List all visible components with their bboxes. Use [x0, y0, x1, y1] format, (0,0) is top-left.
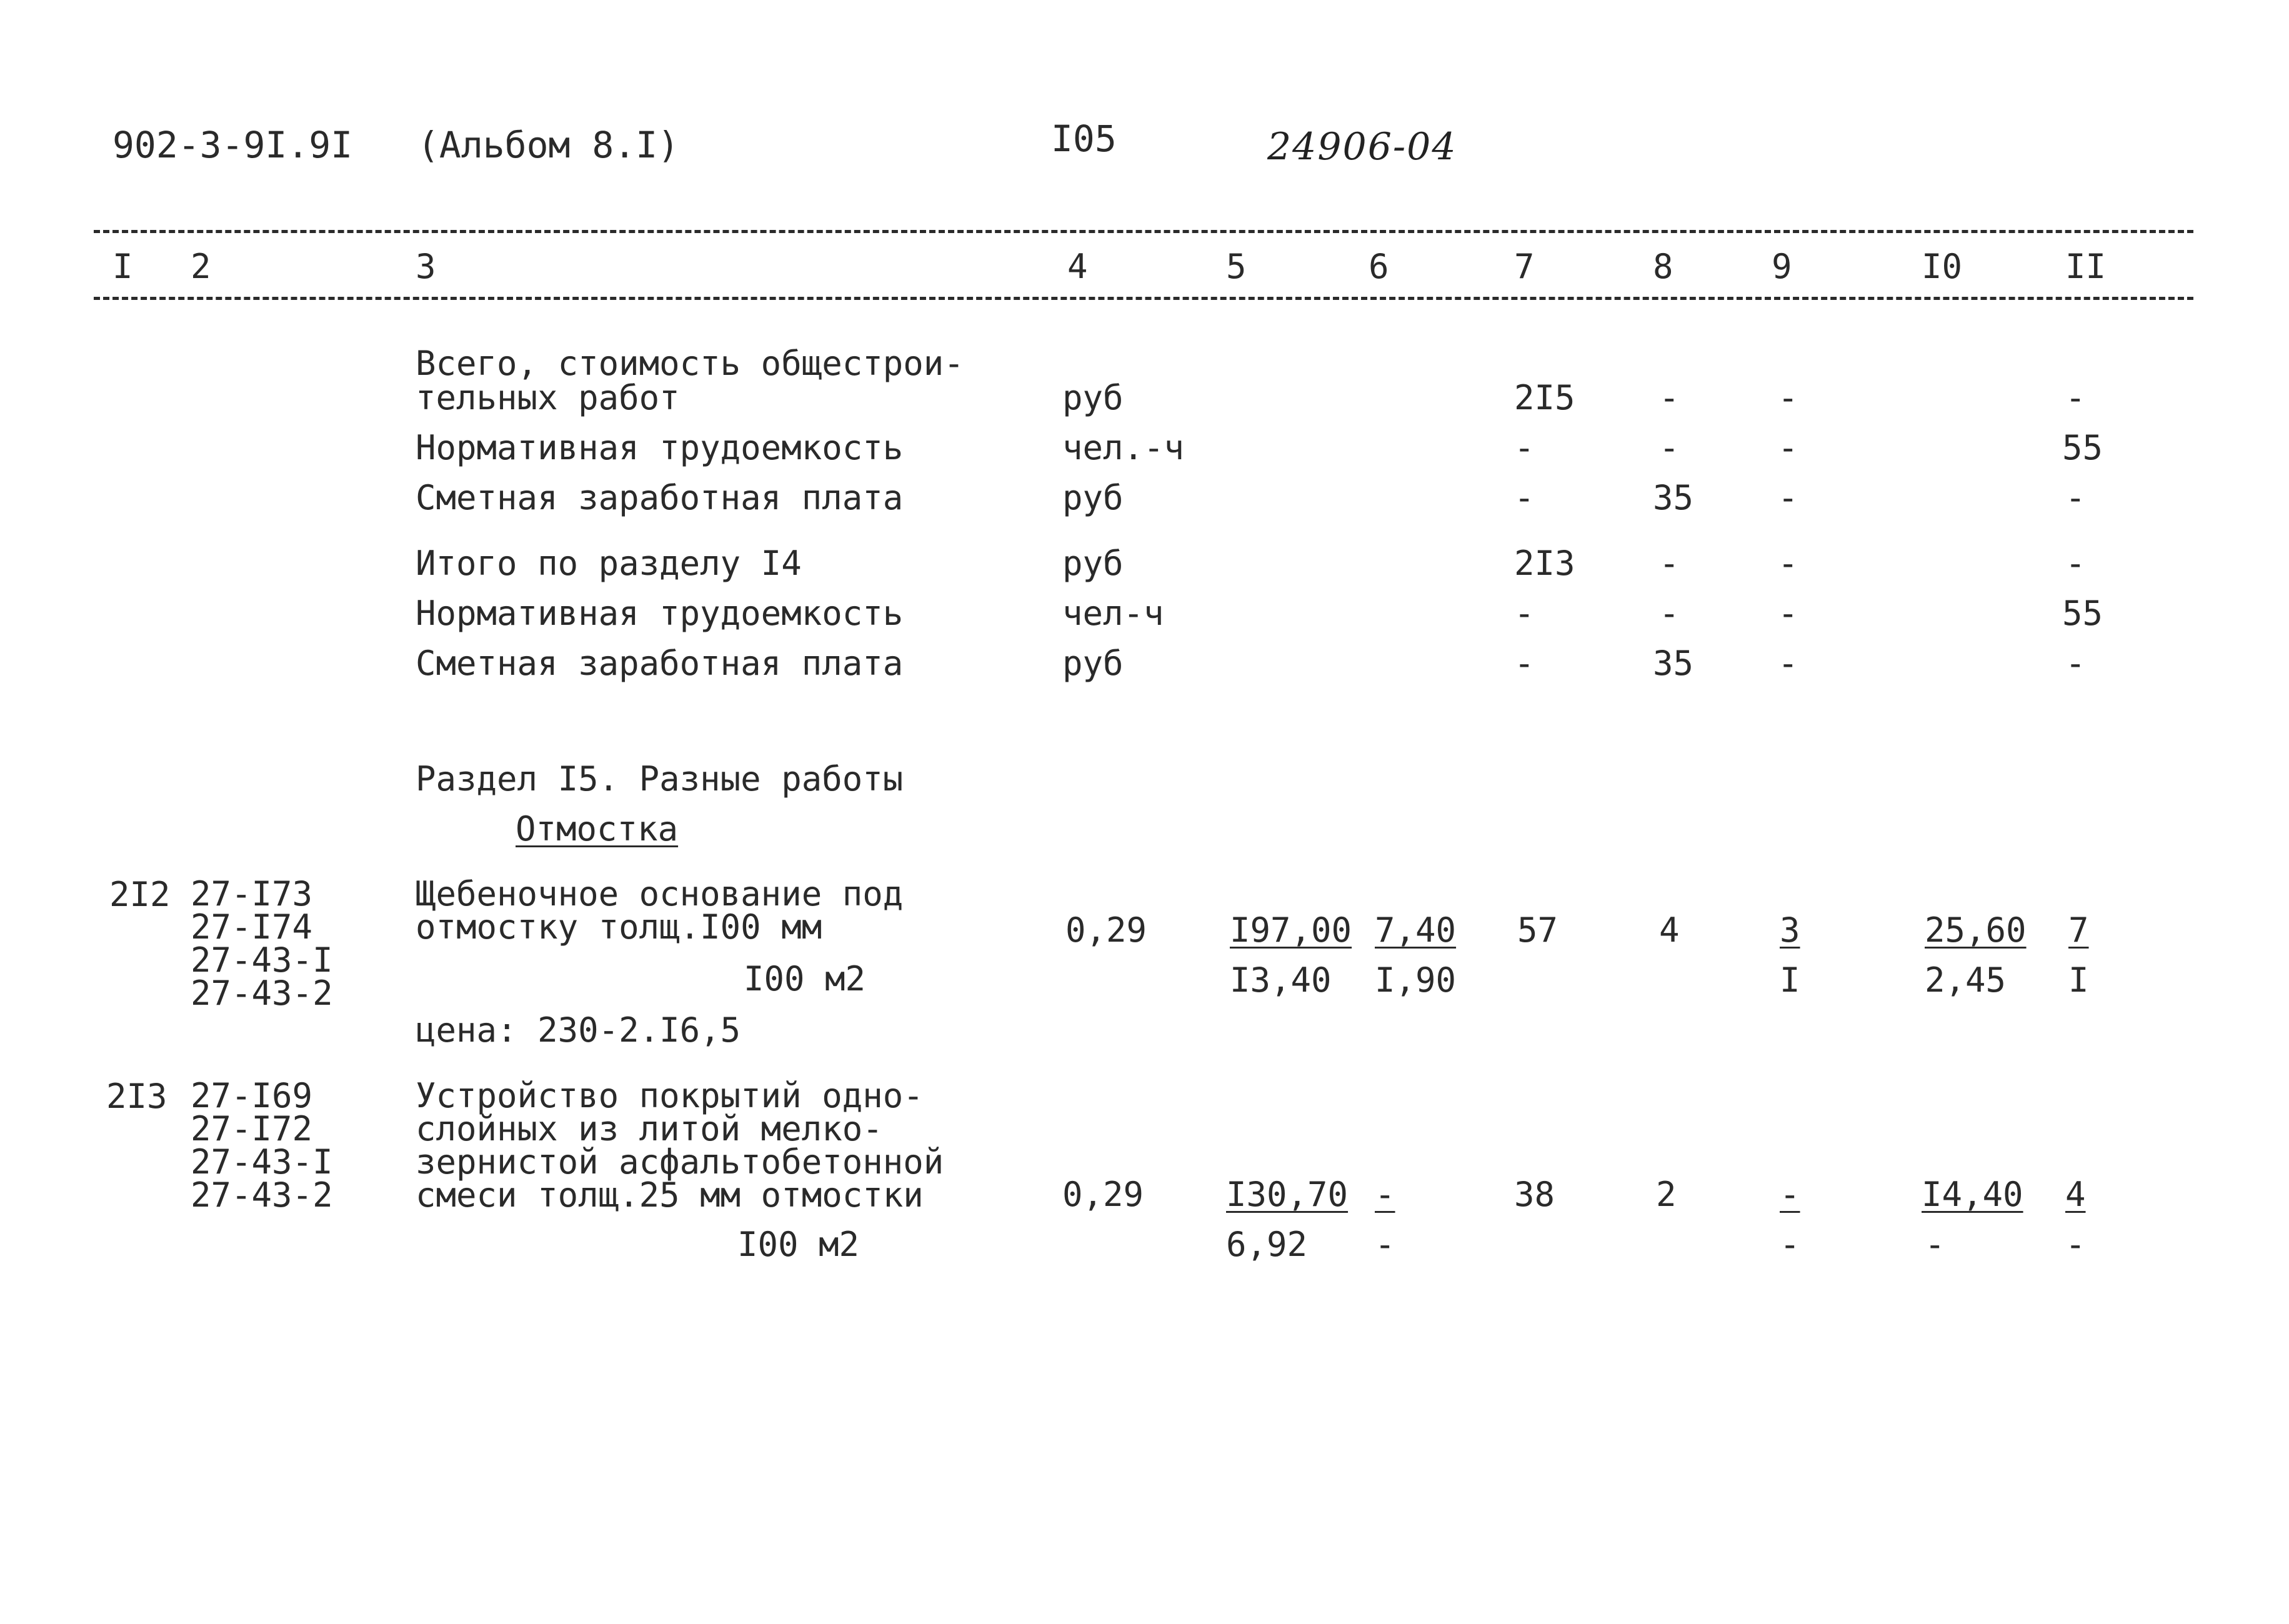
item212-unit: I00 м2: [744, 959, 866, 999]
item213-code-3: 27-43-I: [191, 1142, 333, 1182]
item212-code-4: 27-43-2: [191, 974, 333, 1013]
total-col11: -: [2065, 378, 2086, 417]
wage1-col7: -: [1514, 478, 1535, 517]
col-header-8: 8: [1653, 247, 1673, 286]
item213-desc-line3: зернистой асфальтобетонной: [416, 1142, 944, 1182]
item212-code-3: 27-43-I: [191, 940, 333, 980]
item213-desc-line4: смеси толщ.25 мм отмостки: [416, 1175, 924, 1215]
labor1-col8: -: [1659, 428, 1680, 467]
wage1-unit: руб: [1062, 478, 1124, 517]
col-header-10: I0: [1922, 247, 1963, 286]
section-total-col8: -: [1659, 544, 1680, 583]
labor1-unit: чел.-ч: [1062, 428, 1185, 467]
section-total-label: Итого по разделу I4: [416, 544, 802, 583]
section-total-unit: руб: [1062, 544, 1124, 583]
section-title: Раздел I5. Разные работы: [416, 759, 904, 799]
col-header-3: 3: [416, 247, 436, 286]
wage2-col9: -: [1778, 644, 1798, 683]
page-number: I05: [1051, 117, 1117, 160]
item213-desc-line2: слойных из литой мелко-: [416, 1109, 883, 1148]
total-unit: руб: [1062, 378, 1124, 417]
labor1-col7: -: [1514, 428, 1535, 467]
total-label-line1: Всего, стоимость общестрои-: [416, 344, 964, 383]
document-code: 902-3-9I.9I: [112, 124, 353, 166]
item213-col10-bottom: -: [1925, 1225, 1945, 1264]
item213-col10-top: I4,40: [1922, 1175, 2023, 1214]
col-header-6: 6: [1369, 247, 1389, 286]
item212-col10-bottom: 2,45: [1925, 960, 2007, 1000]
labor1-col11: 55: [2062, 428, 2103, 467]
item213-col11-top: 4: [2065, 1175, 2086, 1214]
col-header-4: 4: [1067, 247, 1088, 286]
header-rule-top: [94, 230, 2193, 233]
col-header-5: 5: [1226, 247, 1247, 286]
labor2-col7: -: [1514, 594, 1535, 633]
item213-code-2: 27-I72: [191, 1109, 313, 1148]
item212-desc-line2: отмостку толщ.I00 мм: [416, 907, 822, 947]
item212-col6-bottom: I,90: [1375, 960, 1457, 1000]
item213-code-1: 27-I69: [191, 1076, 313, 1115]
total-label-line2: тельных работ: [416, 378, 680, 417]
item212-col7: 57: [1517, 910, 1558, 950]
wage1-col9: -: [1778, 478, 1798, 517]
col-header-11: II: [2065, 247, 2107, 286]
handwritten-number: 24906-04: [1267, 125, 1457, 169]
total-col7: 2I5: [1514, 378, 1575, 417]
section-total-col9: -: [1778, 544, 1798, 583]
labor2-col11: 55: [2062, 594, 2103, 633]
item213-code-4: 27-43-2: [191, 1175, 333, 1215]
item213-col8: 2: [1656, 1175, 1677, 1214]
item213-col9-bottom: -: [1780, 1225, 1800, 1264]
item212-col6-top: 7,40: [1375, 910, 1457, 950]
wage2-unit: руб: [1062, 644, 1124, 683]
wage1-label: Сметная заработная плата: [416, 478, 904, 517]
section-subtitle: Отмостка: [516, 809, 679, 849]
item213-col9-top: -: [1780, 1175, 1800, 1214]
item213-col11-bottom: -: [2065, 1225, 2086, 1264]
col-header-1: I: [112, 247, 133, 286]
col-header-9: 9: [1772, 247, 1792, 286]
item213-col6-bottom: -: [1375, 1225, 1395, 1264]
item213-col5-top: I30,70: [1226, 1175, 1349, 1214]
item212-col9-bottom: I: [1780, 960, 1800, 1000]
item213-number: 2I3: [106, 1077, 167, 1116]
labor2-unit: чел-ч: [1062, 594, 1164, 633]
item212-col5-bottom: I3,40: [1230, 960, 1332, 1000]
section-total-col7: 2I3: [1514, 544, 1575, 583]
item213-col7: 38: [1514, 1175, 1555, 1214]
col-header-2: 2: [191, 247, 211, 286]
wage1-col8: 35: [1653, 478, 1694, 517]
item212-col11-top: 7: [2068, 910, 2089, 950]
item212-number: 2I2: [109, 875, 171, 914]
item212-col11-bottom: I: [2068, 960, 2089, 1000]
wage2-col7: -: [1514, 644, 1535, 683]
item212-col8: 4: [1659, 910, 1680, 950]
labor1-col9: -: [1778, 428, 1798, 467]
wage2-label: Сметная заработная плата: [416, 644, 904, 683]
item213-desc-line1: Устройство покрытий одно-: [416, 1076, 924, 1115]
wage2-col11: -: [2065, 644, 2086, 683]
labor2-label: Нормативная трудоемкость: [416, 594, 904, 633]
wage1-col11: -: [2065, 478, 2086, 517]
header-rule-bottom: [94, 297, 2193, 300]
item212-desc-line1: Щебеночное основание под: [416, 874, 904, 914]
item212-col9-top: 3: [1780, 910, 1800, 950]
col-header-7: 7: [1514, 247, 1535, 286]
item212-qty: 0,29: [1065, 910, 1147, 950]
item212-col5-top: I97,00: [1230, 910, 1352, 950]
item213-qty: 0,29: [1062, 1175, 1144, 1214]
item212-col10-top: 25,60: [1925, 910, 2027, 950]
item212-price-note: цена: 230-2.I6,5: [416, 1010, 741, 1050]
item213-col6-top: -: [1375, 1175, 1395, 1214]
item213-col5-bottom: 6,92: [1226, 1225, 1308, 1264]
labor2-col8: -: [1659, 594, 1680, 633]
total-col9: -: [1778, 378, 1798, 417]
wage2-col8: 35: [1653, 644, 1694, 683]
labor1-label: Нормативная трудоемкость: [416, 428, 904, 467]
section-total-col11: -: [2065, 544, 2086, 583]
item212-code-2: 27-I74: [191, 907, 313, 947]
total-col8: -: [1659, 378, 1680, 417]
album-label: (Альбом 8.I): [417, 124, 680, 166]
item212-code-1: 27-I73: [191, 874, 313, 914]
labor2-col9: -: [1778, 594, 1798, 633]
item213-unit: I00 м2: [737, 1225, 860, 1264]
